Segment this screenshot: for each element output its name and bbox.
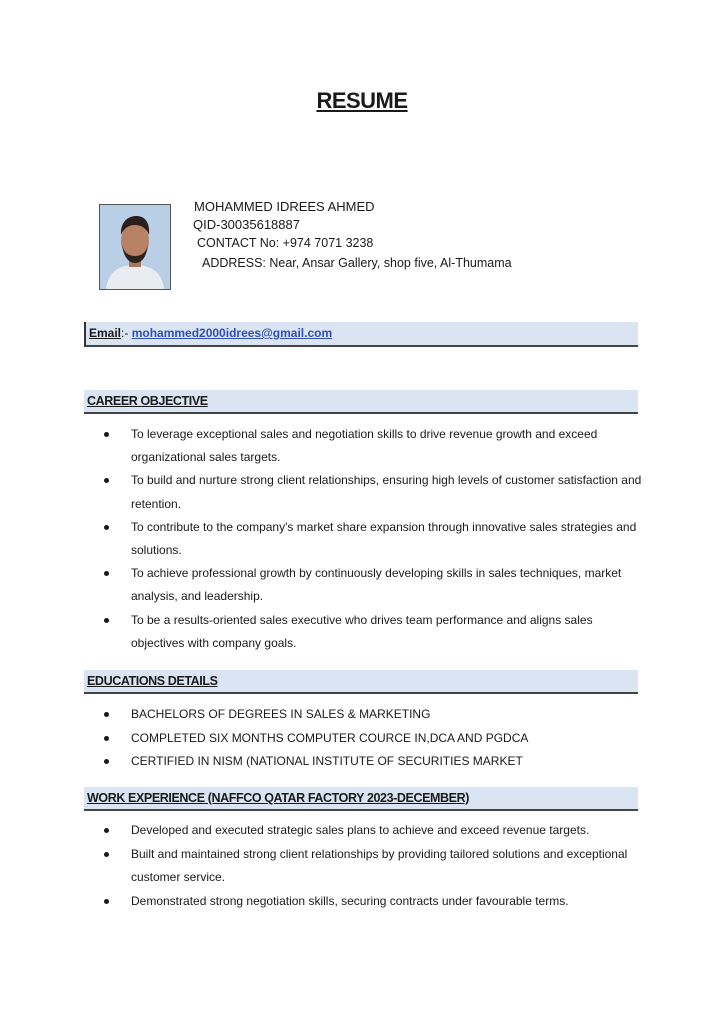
email-link[interactable]: mohammed2000idrees@gmail.com — [131, 326, 333, 340]
career-objective-heading: CAREER OBJECTIVE — [84, 390, 638, 414]
email-separator: :- — [121, 326, 132, 340]
email-bar — [84, 322, 638, 347]
list-item: Developed and executed strategic sales plans to achieve and exceed revenue targets. — [100, 819, 645, 843]
work-experience-list — [100, 819, 645, 913]
work-experience-heading: WORK EXPERIENCE (NAFFCO QATAR FACTORY 2023-DECEMBER) — [84, 787, 638, 811]
list-item: COMPLETED SIX MONTHS COMPUTER COURCE IN,DCA AND PGDCA — [100, 727, 645, 751]
address: ADDRESS: Near, Ansar Gallery, shop five, Al-Thumama — [202, 256, 512, 270]
education-list — [100, 703, 645, 774]
list-item: To build and nurture strong client relationships, ensuring high levels of customer satisfaction and retention. — [100, 469, 645, 515]
list-item: Demonstrated strong negotiation skills, securing contracts under favourable terms. — [100, 890, 645, 914]
list-item: CERTIFIED IN NISM (NATIONAL INSTITUTE OF SECURITIES MARKET — [100, 750, 645, 774]
resume-title: RESUME — [316, 88, 408, 113]
list-item: To contribute to the company's market share expansion through innovative sales strategies and solutions. — [100, 516, 645, 562]
list-item: BACHELORS OF DEGREES IN SALES & MARKETING — [100, 703, 645, 727]
contact-number: CONTACT No: +974 7071 3238 — [197, 236, 374, 250]
applicant-name: MOHAMMED IDREES AHMED — [194, 199, 375, 214]
qid-number: QID-30035618887 — [193, 217, 300, 232]
email-label: Email — [89, 326, 122, 340]
list-item: To leverage exceptional sales and negotiation skills to drive revenue growth and exceed organizational sales targets. — [100, 423, 645, 469]
profile-photo — [99, 204, 171, 290]
list-item: To be a results-oriented sales executive who drives team performance and aligns sales objectives with company goals. — [100, 609, 645, 655]
list-item: To achieve professional growth by continuously developing skills in sales techniques, market analysis, and leadership. — [100, 562, 645, 608]
list-item: Built and maintained strong client relationships by providing tailored solutions and exceptional customer service. — [100, 843, 645, 890]
career-objective-list — [100, 423, 645, 655]
education-heading: EDUCATIONS DETAILS — [84, 670, 638, 694]
